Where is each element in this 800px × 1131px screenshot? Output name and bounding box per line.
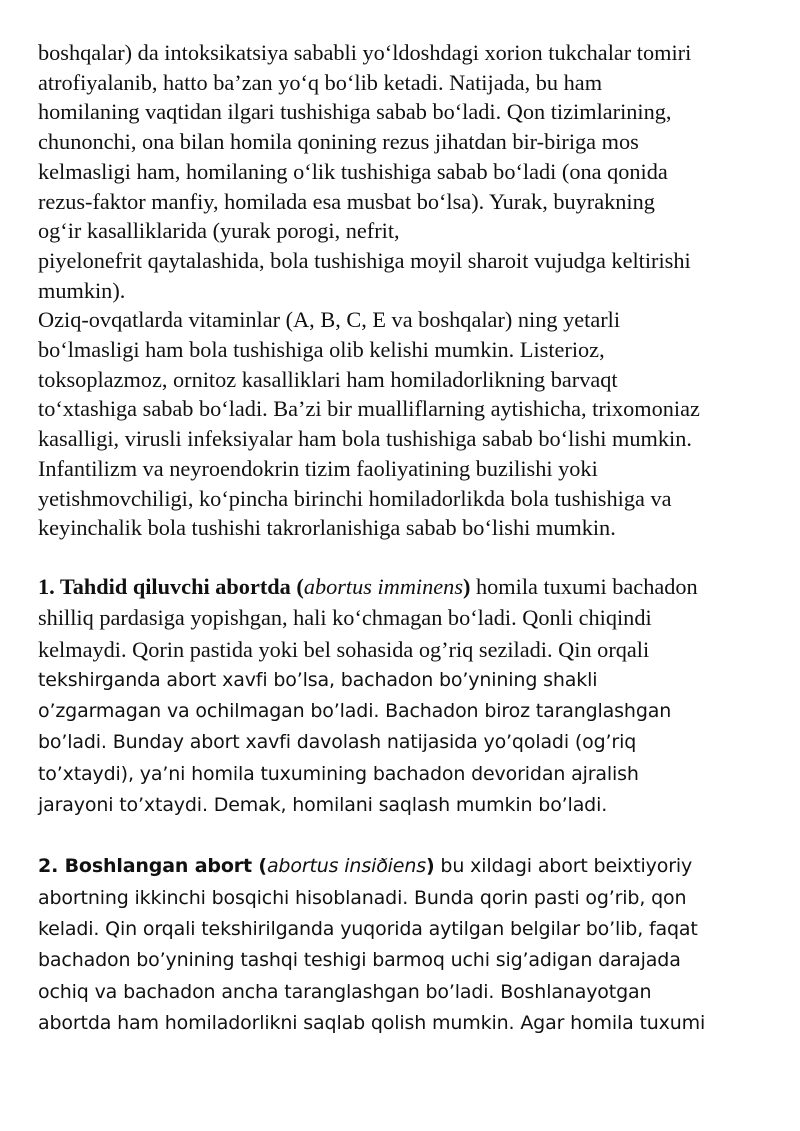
section-1 [38, 571, 773, 821]
text-line: keyinchalik bola tushishi takrorlanishiga sabab bo‘lishi mumkin. [38, 515, 616, 541]
section-heading: 1. Tahdid qiluvchi abortda ( [38, 573, 304, 599]
text-line: kelmasligi ham, homilaning o‘lik tushishiga sabab bo‘ladi (ona qonida [38, 158, 668, 184]
text-line: o’zgarmagan va ochilmagan bo’ladi. Bachadon biroz taranglashgan [38, 700, 672, 723]
text-line: toksoplazmoz, ornitoz kasalliklari ham homiladorlikning barvaqt [38, 366, 618, 392]
text-line: bo‘lmasligi ham bola tushishiga olib kelishi mumkin. Listerioz, [38, 337, 605, 363]
text-line: Infantilizm va neyroendokrin tizim faoliyatining buzilishi yoki [38, 455, 598, 481]
text-line: boshqalar) da intoksikatsiya sababli yo‘ldoshdagi xorion tukchalar tomiri [38, 40, 692, 65]
section-heading-line [38, 571, 773, 602]
section-heading-line [38, 851, 773, 882]
paragraph-1 [38, 38, 773, 305]
document-page [38, 38, 773, 1039]
text-line: keladi. Qin orqali tekshirilganda yuqorida aytilgan belgilar bo’lib, faqat [38, 917, 698, 940]
latin-term: abortus insiðiens [266, 855, 426, 878]
section-heading-rest: homila tuxumi bachadon [470, 573, 698, 599]
latin-term: abortus imminens [303, 573, 463, 599]
text-line: abortda ham homiladorlikni saqlab qolish mumkin. Agar homila tuxumi [38, 1011, 706, 1034]
text-line: rezus-faktor manfiy, homilada esa musbat bo‘lsa). Yurak, buyrakning [38, 188, 655, 214]
text-line: bachadon bo’ynining tashqi teshigi barmoq uchi sig’adigan darajada [38, 949, 681, 972]
section-heading-close: ) [463, 573, 471, 599]
text-line: piyelonefrit qaytalashida, bola tushishiga moyil sharoit vujudga keltirishi [38, 247, 691, 273]
text-line: atrofiyalanib, hatto ba’zan yo‘q bo‘lib ketadi. Natijada, bu ham [38, 69, 603, 95]
paragraph-spacer [38, 821, 773, 851]
text-line: abortning ikkinchi bosqichi hisoblanadi. Bunda qorin pasti og’rib, qon [38, 886, 687, 909]
text-line: kelmaydi. Qorin pastida yoki bel sohasida og’riq seziladi. Qin orqali [38, 636, 650, 662]
text-line: yetishmovchiligi, ko‘pincha birinchi homiladorlikda bola tushishiga va [38, 485, 672, 511]
text-line: to‘xtashiga sabab bo‘ladi. Ba’zi bir mualliflarning aytishicha, trixomoniaz [38, 396, 700, 422]
text-line: Oziq-ovqatlarda vitaminlar (A, B, C, E va boshqalar) ning yetarli [38, 307, 621, 333]
text-line: chunonchi, ona bilan homila qonining rezus jihatdan bir-biriga mos [38, 129, 639, 155]
section-2 [38, 851, 773, 1039]
text-line: ochiq va bachadon ancha taranglashgan bo’ladi. Boshlanayotgan [38, 980, 652, 1003]
text-line: bo’ladi. Bunday abort xavfi davolash natijasida yo’qoladi (og’riq [38, 731, 637, 754]
paragraph-spacer [38, 543, 773, 571]
section-heading: 2. Boshlangan abort ( [38, 855, 267, 878]
text-line: homilaning vaqtidan ilgari tushishiga sabab bo‘ladi. Qon tizimlarining, [38, 99, 672, 125]
text-line: mumkin). [38, 277, 126, 303]
section-heading-close: ) [426, 855, 435, 878]
text-line: shilliq pardasiga yopishgan, hali ko‘chmagan bo‘ladi. Qonli chiqindi [38, 605, 652, 631]
paragraph-2 [38, 305, 773, 543]
text-line: kasalligi, virusli infeksiyalar ham bola tushishiga sabab bo‘lishi mumkin. [38, 426, 692, 452]
text-line: to’xtaydi), ya’ni homila tuxumining bachadon devoridan ajralish [38, 762, 639, 785]
text-line: og‘ir kasalliklarida (yurak porogi, nefrit, [38, 218, 400, 244]
text-line: tekshirganda abort xavfi bo’lsa, bachadon bo’ynining shakli [38, 668, 598, 691]
section-heading-rest: bu xildagi abort beixtiyoriy [434, 855, 693, 878]
text-line: jarayoni to’xtaydi. Demak, homilani saqlash mumkin bo’ladi. [38, 794, 608, 817]
